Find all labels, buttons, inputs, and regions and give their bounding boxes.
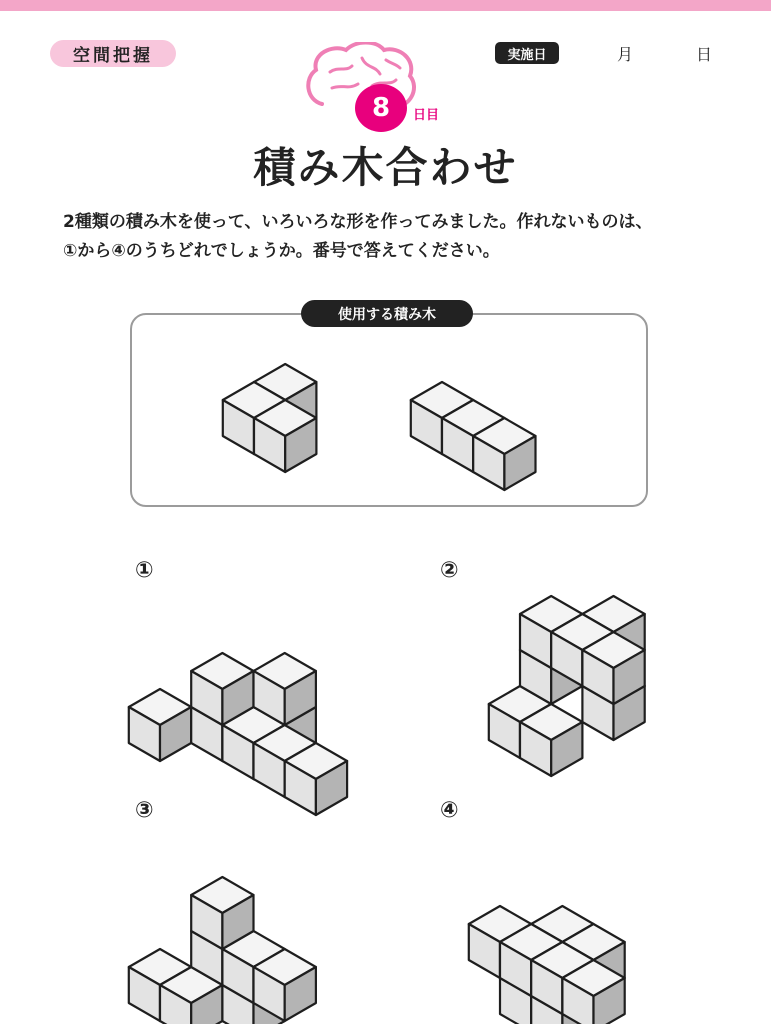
instruction-line-2: ①から④のうちどれでしょうか。番号で答えてください。 [63,241,500,261]
date-day-unit: 日 [696,45,713,64]
date-month-unit: 月 [617,45,634,64]
date-label: 実施日 [495,42,559,64]
option-1-number: ① [135,558,154,583]
option-2-number: ② [440,558,459,583]
block-piece-bar [411,382,536,490]
option-4-number: ④ [440,798,459,823]
option-3-figure [129,877,316,1024]
day-number-badge: 8 [355,84,407,132]
day-suffix: 日目 [413,108,440,123]
option-2-figure [489,596,645,776]
block-piece-l-shape [223,364,317,472]
blocks-panel-label: 使用する積み木 [301,300,473,327]
option-4-figure [469,906,625,1024]
page-title: 積み木合わせ [253,143,518,192]
category-badge: 空間把握 [50,40,176,67]
instruction-line-1: 2種類の積み木を使って、いろいろな形を作ってみました。作れないものは、 [63,212,653,232]
option-1-figure [129,653,347,815]
option-3-number: ③ [135,798,154,823]
